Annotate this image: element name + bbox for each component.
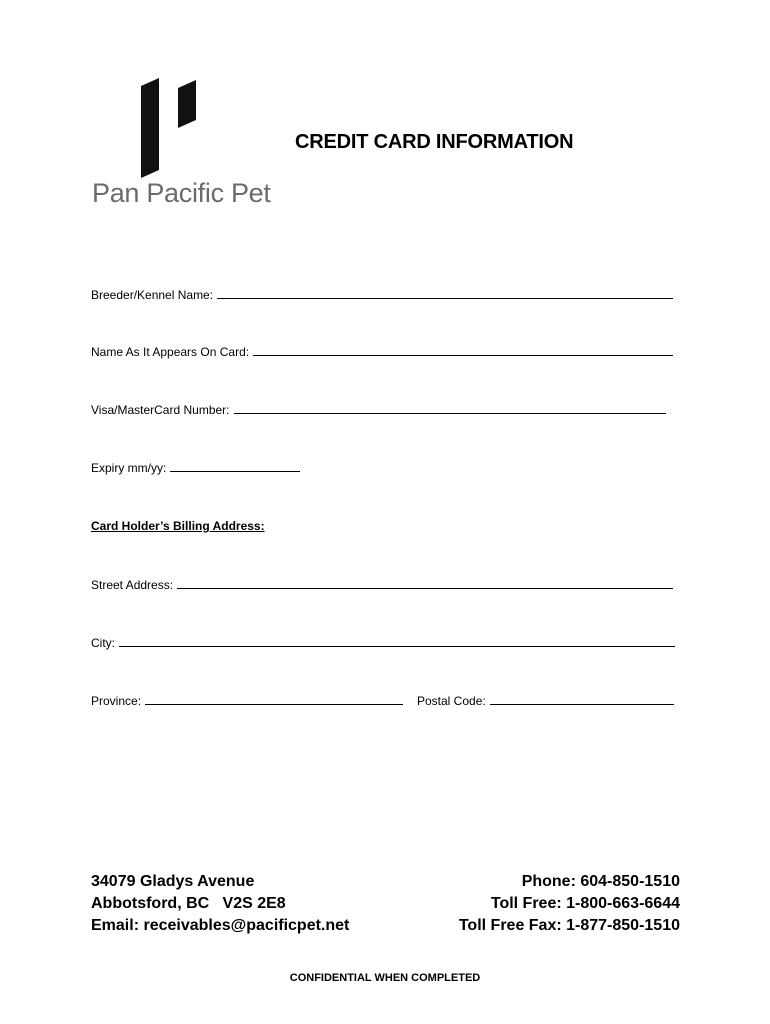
street-address-input[interactable] [177,578,673,589]
street-address-field [91,578,673,592]
logo-wordmark: Pan Pacific Pet [92,178,271,208]
address-street: 34079 Gladys Avenue [91,873,255,890]
province-input[interactable] [145,694,403,705]
contact-email: Email: receivables@pacificpet.net [91,917,350,934]
postal-code-field [417,694,674,708]
card-number-input[interactable] [234,403,666,414]
name-on-card-field [91,345,673,359]
company-address-block [91,871,349,937]
street-address-label: Street Address: [91,578,174,592]
contact-phone: Phone: 604-850-1510 [521,873,680,890]
address-city: Abbotsford, BC V2S 2E8 [91,895,286,912]
breeder-name-input[interactable] [217,288,673,299]
page-title: CREDIT CARD INFORMATION [295,131,574,153]
postal-code-label: Postal Code: [417,694,486,708]
contact-toll-free-fax: Toll Free Fax: 1-877-850-1510 [458,917,680,934]
name-on-card-label: Name As It Appears On Card: [91,345,250,359]
city-input[interactable] [119,636,675,647]
expiry-input[interactable] [170,461,300,472]
postal-code-input[interactable] [490,694,674,705]
contact-toll-free: Toll Free: 1-800-663-6644 [490,895,680,912]
breeder-name-field [91,288,673,302]
city-field [91,636,675,650]
company-phone-block [459,871,680,937]
card-number-label: Visa/MasterCard Number: [91,403,230,417]
province-field [91,694,403,708]
expiry-field [91,461,300,475]
city-label: City: [91,636,115,650]
breeder-name-label: Breeder/Kennel Name: [91,288,214,302]
province-label: Province: [91,694,142,708]
expiry-label: Expiry mm/yy: [91,461,167,475]
confidential-notice: CONFIDENTIAL WHEN COMPLETED [289,972,481,984]
billing-address-heading: Card Holder’s Billing Address: [91,519,265,533]
name-on-card-input[interactable] [253,345,673,356]
card-number-field [91,403,666,417]
pan-pacific-pet-logo-mark-icon [138,78,208,178]
company-logo [90,78,270,213]
